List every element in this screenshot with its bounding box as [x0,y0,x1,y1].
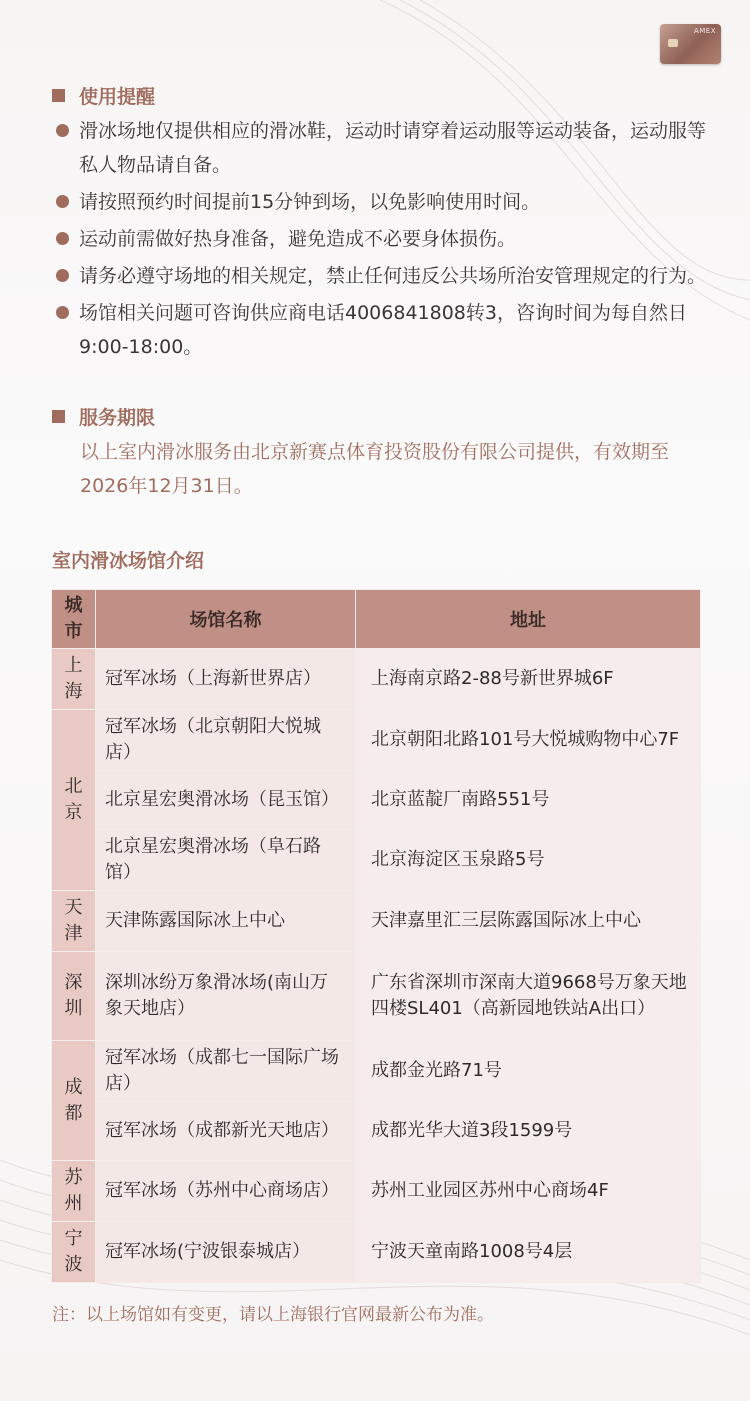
dot-bullet-icon [56,269,69,282]
usage-notice-title: 使用提醒 [79,86,156,108]
dot-bullet-icon [56,195,69,208]
table-row [52,771,701,830]
venue-table-title: 室内滑冰场馆介绍 [52,550,205,572]
service-period-text: 以上室内滑冰服务由北京新赛点体育投资股份有限公司提供，有效期至2026年12月31日。 [80,441,670,497]
city-cell: 成都 [52,1041,96,1161]
venue-address-cell: 北京朝阳北路101号大悦城购物中心7F [356,710,701,771]
venue-name-cell: 天津陈露国际冰上中心 [96,891,356,952]
column-header-city: 城市 [52,590,96,649]
venue-name-cell: 冠军冰场（苏州中心商场店） [96,1161,356,1222]
usage-notice-list [54,114,714,367]
venue-address-cell: 上海南京路2-88号新世界城6F [356,649,701,710]
city-cell: 上海 [52,649,96,710]
dot-bullet-icon [56,306,69,319]
city-cell: 苏州 [52,1161,96,1222]
service-period-title: 服务期限 [79,407,156,429]
table-row [52,891,701,952]
city-cell: 北京 [52,710,96,891]
list-item: 场馆相关问题可咨询供应商电话4006841808转3，咨询时间为每自然日9:00-18:00。 [54,296,714,364]
footnote: 注：以上场馆如有变更，请以上海银行官网最新公布为准。 [52,1305,494,1325]
venue-table [51,589,701,1283]
card-chip-icon [668,39,678,47]
dot-bullet-icon [56,124,69,137]
venue-name-cell: 深圳冰纷万象滑冰场(南山万象天地店） [96,952,356,1041]
table-row [52,952,701,1041]
column-header-name: 场馆名称 [96,590,356,649]
venue-name-cell: 冠军冰场（成都七一国际广场店） [96,1041,356,1102]
column-header-address: 地址 [356,590,701,649]
city-cell: 天津 [52,891,96,952]
venue-name-cell: 北京星宏奥滑冰场（阜石路馆） [96,830,356,891]
list-item: 请务必遵守场地的相关规定，禁止任何违反公共场所治安管理规定的行为。 [54,259,714,293]
venue-address-cell: 天津嘉里汇三层陈露国际冰上中心 [356,891,701,952]
table-row [52,1102,701,1161]
venue-address-cell: 苏州工业园区苏州中心商场4F [356,1161,701,1222]
venue-address-cell: 北京海淀区玉泉路5号 [356,830,701,891]
square-bullet-icon [52,410,65,423]
dot-bullet-icon [56,232,69,245]
list-item: 运动前需做好热身准备，避免造成不必要身体损伤。 [54,222,714,256]
venue-name-cell: 冠军冰场（北京朝阳大悦城店） [96,710,356,771]
venue-address-cell: 北京蓝靛厂南路551号 [356,771,701,830]
table-header-row [52,590,701,649]
usage-notice-heading [52,82,155,109]
service-period-heading [52,403,155,430]
venue-name-cell: 冠军冰场(宁波银泰城店） [96,1222,356,1283]
city-cell: 宁波 [52,1222,96,1283]
table-row [52,1222,701,1283]
table-row [52,1041,701,1102]
venue-name-cell: 冠军冰场（成都新光天地店） [96,1102,356,1161]
table-row [52,649,701,710]
credit-card-image [660,24,721,64]
card-brand: AMEX [693,27,716,35]
table-row [52,1161,701,1222]
list-item: 滑冰场地仅提供相应的滑冰鞋，运动时请穿着运动服等运动装备，运动服等私人物品请自备。 [54,114,714,182]
venue-address-cell: 宁波天童南路1008号4层 [356,1222,701,1283]
city-cell: 深圳 [52,952,96,1041]
venue-address-cell: 成都金光路71号 [356,1041,701,1102]
venue-name-cell: 冠军冰场（上海新世界店） [96,649,356,710]
venue-name-cell: 北京星宏奥滑冰场（昆玉馆） [96,771,356,830]
venue-address-cell: 成都光华大道3段1599号 [356,1102,701,1161]
list-item: 请按照预约时间提前15分钟到场，以免影响使用时间。 [54,185,714,219]
square-bullet-icon [52,89,65,102]
table-row [52,830,701,891]
venue-address-cell: 广东省深圳市深南大道9668号万象天地四楼SL401（高新园地铁站A出口） [356,952,701,1041]
table-row [52,710,701,771]
